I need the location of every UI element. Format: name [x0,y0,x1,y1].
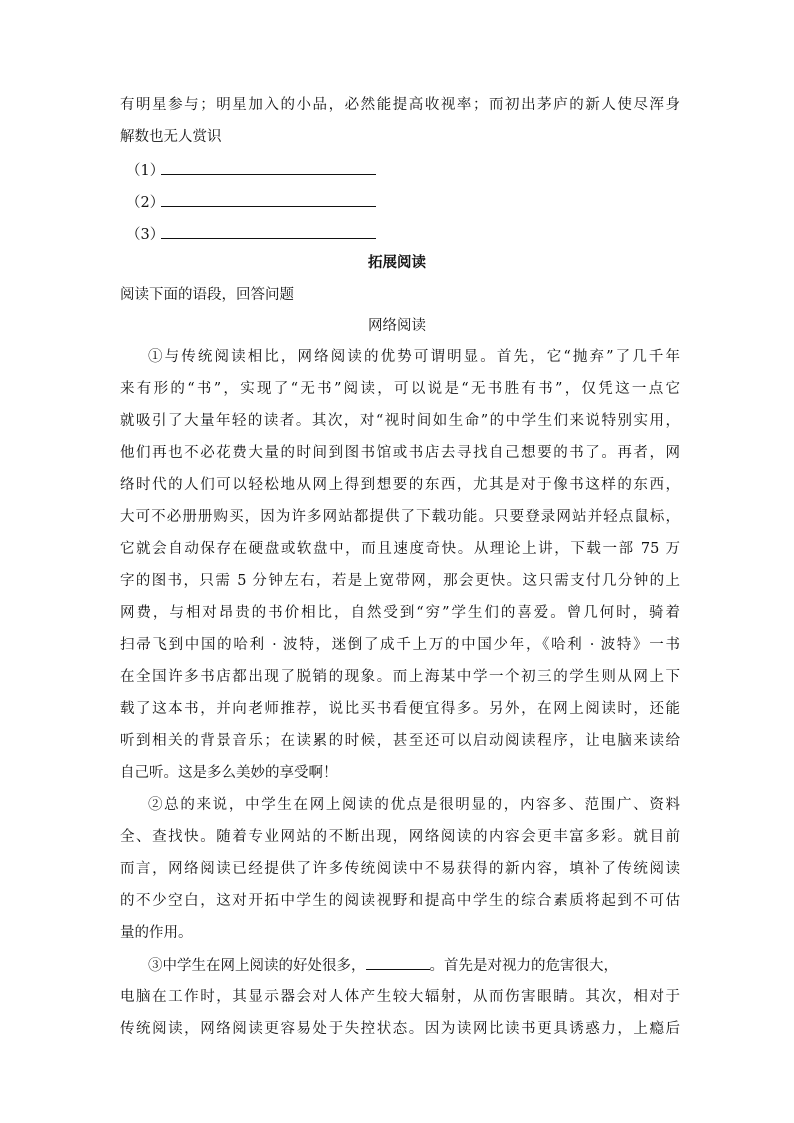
para1-line: 扫帚飞到中国的哈利 · 波特，迷倒了成千上万的中国少年，《哈利 · 波特》一书 [120,637,680,653]
para1-line: 听到相关的背景音乐；在读累的时候，甚至还可以启动阅读程序，让电脑来读给 [120,733,680,749]
para2-line: ②总的来说，中学生在网上阅读的优点是很明显的，内容多、范围广、资料 [148,797,680,813]
para1-line: 在全国许多书店都出现了脱销的现象。而上海某中学一个初三的学生则从网上下 [120,669,680,685]
answer-blank-3[interactable] [126,223,376,245]
answer-blank-2[interactable] [126,191,376,213]
para3-text-before: ③中学生在网上阅读的好处很多， [148,958,366,974]
para1-line: 络时代的人们可以轻松地从网上得到想要的东西，尤其是对于像书这样的东西， [120,477,680,493]
answer-blank-1[interactable] [126,159,376,181]
para3-text-after: 。首先是对视力的危害很大， [429,958,618,974]
para3-line: 电脑在工作时，其显示器会对人体产生较大辐射，从而伤害眼睛。其次，相对于 [120,989,680,1005]
para1-line: 字的图书，只需 5 分钟左右，若是上宽带网，那会更快。这只需支付几分钟的上 [120,573,680,589]
intro-line-1: 有明星参与；明星加入的小品，必然能提高收视率；而初出茅庐的新人使尽浑身 [120,97,680,113]
answer-line[interactable] [161,223,376,239]
article-title: 网络阅读 [368,318,426,334]
fill-in-blank[interactable] [366,955,430,970]
para3-first-line [148,955,680,976]
para1-line: 网费，与相对昂贵的书价相比，自然受到“穷”学生们的喜爱。曾几何时，骑着 [120,605,680,621]
para1-line: 自己听。这是多么美妙的享受啊！ [120,765,338,781]
para1-line: 就吸引了大量年轻的读者。其次，对“视时间如生命”的中学生们来说特别实用， [120,413,680,429]
instruction: 阅读下面的语段，回答问题 [120,287,294,303]
para2-line: 全、查找快。随着专业网站的不断出现，网络阅读的内容会更丰富多彩。就目前 [120,829,680,845]
para1-line: 它就会自动保存在硬盘或软盘中，而且速度奇快。从理论上讲，下载一部 75 万 [120,541,680,557]
para1-line: 载了这本书，并向老师推荐，说比买书看便宜得多。另外，在网上阅读时，还能 [120,701,680,717]
section-title: 拓展阅读 [368,254,426,271]
blank-number: （1） [126,163,165,179]
blank-number: （3） [126,227,165,243]
para1-line: 大可不必册册购买，因为许多网站都提供了下载功能。只要登录网站并轻点鼠标， [120,509,680,525]
answer-line[interactable] [161,159,376,175]
answer-line[interactable] [161,191,376,207]
para1-line: 来有形的“书”，实现了“无书”阅读，可以说是“无书胜有书”，仅凭这一点它 [120,381,680,397]
para2-line: 而言，网络阅读已经提供了许多传统阅读中不易获得的新内容，填补了传统阅读 [120,861,680,877]
para2-line: 的不少空白，这对开拓中学生的阅读视野和提高中学生的综合素质将起到不可估 [120,893,680,909]
para1-line: ①与传统阅读相比，网络阅读的优势可谓明显。首先，它“抛弃”了几千年 [148,349,680,365]
para2-line: 量的作用。 [120,925,193,941]
intro-line-2: 解数也无人赏识 [120,129,222,145]
para3-line: 传统阅读，网络阅读更容易处于失控状态。因为读网比读书更具诱惑力，上瘾后 [120,1021,680,1037]
blank-number: （2） [126,195,165,211]
para1-line: 他们再也不必花费大量的时间到图书馆或书店去寻找自己想要的书了。再者，网 [120,445,680,461]
